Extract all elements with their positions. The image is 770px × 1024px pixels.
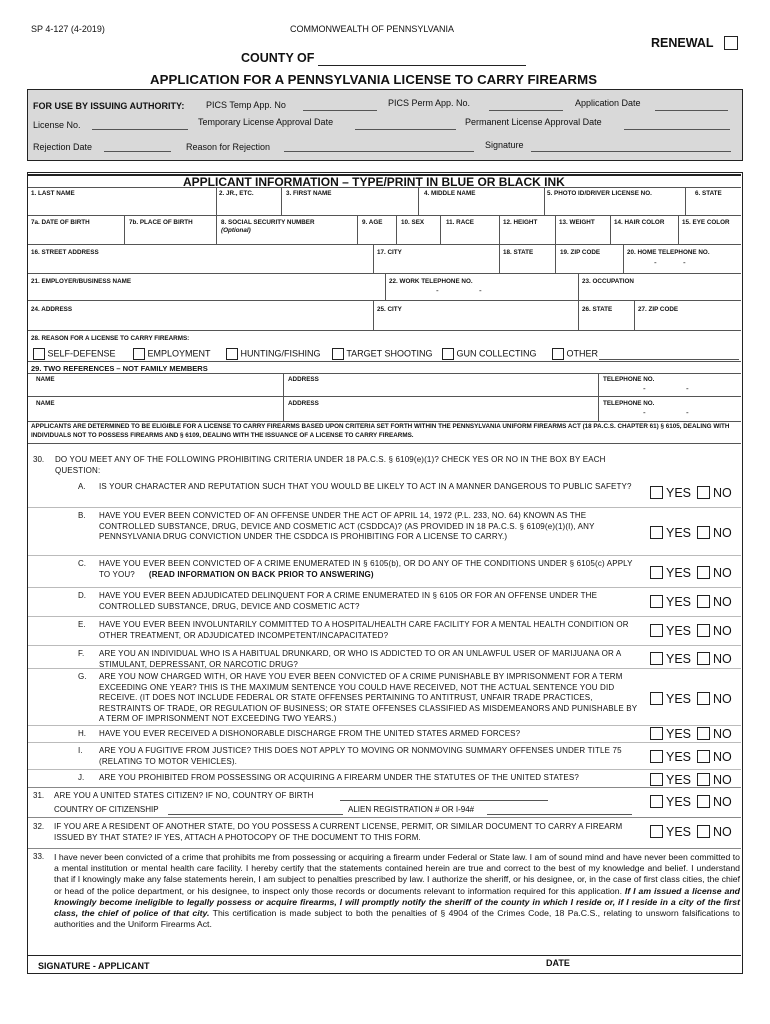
divider [418, 187, 419, 215]
divider [28, 215, 741, 216]
signature-applicant-label: SIGNATURE - APPLICANT [38, 961, 150, 971]
q30-number: 30. [33, 455, 45, 464]
checkbox[interactable] [133, 348, 145, 360]
place-of-birth-label: 7b. PLACE OF BIRTH [129, 219, 193, 226]
divider [28, 668, 741, 669]
q30-item-text [99, 559, 639, 580]
divider [396, 215, 397, 244]
no-checkbox[interactable] [697, 652, 710, 665]
yes-label: YES [666, 726, 692, 741]
divider [685, 187, 686, 215]
divider [28, 955, 741, 956]
city-label-2: 25. CITY [377, 306, 402, 313]
pics-perm-field[interactable] [489, 110, 563, 111]
no-checkbox[interactable] [697, 595, 710, 608]
yes-label: YES [666, 565, 692, 580]
phone-dash: - [643, 408, 646, 417]
divider [28, 373, 741, 374]
age-label: 9. AGE [362, 219, 383, 226]
alien-registration-label: ALIEN REGISTRATION # OR I-94# [348, 805, 475, 814]
work-phone-label: 22. WORK TELEPHONE NO. [389, 278, 473, 285]
state-label-3: 26. STATE [582, 306, 613, 313]
q30-item-answer [650, 485, 738, 500]
no-checkbox[interactable] [697, 692, 710, 705]
form-number: SP 4-127 (4-2019) [31, 24, 105, 34]
eye-color-label: 15. EYE COLOR [682, 219, 730, 226]
country-citizenship-label: COUNTRY OF CITIZENSHIP [54, 805, 159, 814]
perm-approval-label: Permanent License Approval Date [465, 117, 602, 127]
q30-item-answer [650, 691, 738, 706]
middle-name-label: 4. MIDDLE NAME [424, 190, 476, 197]
no-label: NO [713, 726, 732, 741]
yes-checkbox[interactable] [650, 652, 663, 665]
q31-number: 31. [33, 791, 45, 800]
race-label: 11. RACE [446, 219, 474, 226]
q33-text-1: I have never been convicted of a crime that prohibits me from possessing or acquiring a firearm under Federal or State law. I am of sound mind and have never been committed to a mental institution or mental health care facility. I hereby certify that the statements contained herein are true and correct to the best of my knowledge and belief. I understand that if I knowingly make any false statements herein, I am subject to penalties prescribed by law. I authorize the sheriff, or his designee, or, in the case of first class cities, the chief or head of the police department, or his designee, to inspect only those records or documents relevant to information required for this application. [54, 852, 740, 896]
divider [578, 300, 579, 330]
phone-dash: - [643, 384, 646, 393]
yes-label: YES [666, 594, 692, 609]
no-label: NO [713, 485, 732, 500]
license-no-label: License No. [33, 120, 81, 130]
applicant-heading: APPLICANT INFORMATION – TYPE/PRINT IN BLUE OR BLACK INK [183, 175, 565, 189]
for-use-label: FOR USE BY ISSUING AUTHORITY: [33, 101, 185, 111]
reason-collecting[interactable] [442, 348, 537, 360]
yes-label: YES [666, 525, 692, 540]
yes-checkbox[interactable] [650, 566, 663, 579]
rejection-date-label: Rejection Date [33, 142, 93, 152]
divider [598, 373, 599, 421]
height-label: 12. HEIGHT [503, 219, 538, 226]
q30-item-text [99, 746, 639, 767]
page-title: APPLICATION FOR A PENNSYLVANIA LICENSE TO CARRY FIREARMS [150, 72, 598, 87]
renewal-label: RENEWAL [651, 36, 714, 50]
q30-item-answer [650, 594, 738, 609]
no-checkbox[interactable] [697, 486, 710, 499]
q30-item-question: HAVE YOU EVER BEEN CONVICTED OF AN OFFENSE UNDER THE ACT OF APRIL 14, 1972 (P.L. 233, NO. 64) KNOWN AS THE CONTROLLED SUBSTANCE, DRUG, DEVICE AND COSMETIC ACT (CSDDCA)? (AS PROVIDED IN 18 PA.C.S. § 6109(e)(1)(I), ANY PENNSYLVANIA DRUG CONVICTION UNDER THE CSDDCA IS PROHIBITING FOR A LICENSE TO CARRY.) [99, 511, 595, 541]
zip-label-2: 27. ZIP CODE [638, 306, 679, 313]
no-label: NO [713, 824, 732, 839]
divider [28, 244, 741, 245]
q30-item-question: HAVE YOU EVER BEEN CONVICTED OF A CRIME ENUMERATED IN § 6105(b), OR DO ANY OF THE CONDITIONS UNDER § 6105(c) APPLY TO YOU? [99, 559, 633, 579]
divider [28, 421, 741, 422]
q30-item-question: HAVE YOU EVER BEEN INVOLUNTARILY COMMITTED TO A HOSPITAL/HEALTH CARE FACILITY FOR A MENTAL HEALTH CONDITION OR OTHER TREATMENT, OR ADJUDICATED INCOMPETENT/INCAPACITATED? [99, 620, 629, 640]
q30-item-letter: F. [78, 649, 85, 658]
q30-item-answer [650, 772, 738, 787]
divider [623, 244, 624, 273]
q30-item-text [99, 591, 639, 612]
q30-item-question: ARE YOU AN INDIVIDUAL WHO IS A HABITUAL DRUNKARD, OR WHO IS ADDICTED TO OR AN UNLAWFUL USER OF MARIJUANA OR A STIMULANT, DEPRESSANT, OR NARCOTIC DRUG? [99, 649, 621, 669]
no-checkbox[interactable] [697, 773, 710, 786]
divider [28, 330, 741, 331]
no-checkbox[interactable] [697, 750, 710, 763]
divider [28, 848, 741, 849]
q32-answer [650, 824, 738, 839]
reason-label: HUNTING/FISHING [240, 348, 321, 359]
reason-label: SELF-DEFENSE [47, 348, 116, 359]
street-address-label: 16. STREET ADDRESS [31, 249, 99, 256]
q30-item-answer [650, 726, 738, 741]
yes-label: YES [666, 772, 692, 787]
reason-label: OTHER [566, 348, 599, 359]
home-phone-label: 20. HOME TELEPHONE NO. [627, 249, 710, 256]
q30-item-text [99, 672, 639, 725]
reason-target[interactable] [332, 348, 433, 360]
q30-item-letter: A. [78, 482, 86, 491]
q33-bold-text: If I am issued a license and knowingly become ineligible to legally possess or acquire firearms, I will promptly notify the sheriff of the county in which I reside or, if I reside in a city of the first class, the chief of police of that city. [54, 885, 740, 919]
reason-self-defense[interactable] [33, 348, 116, 360]
reason-hunting[interactable] [226, 348, 321, 360]
ssn-label: 8. SOCIAL SECURITY NUMBER [221, 219, 315, 226]
q30-item-text [99, 620, 639, 641]
renewal-checkbox[interactable] [724, 36, 738, 50]
divider [28, 787, 741, 788]
divider [28, 507, 741, 508]
signature-label: Signature [485, 140, 524, 150]
phone-dash: - [683, 258, 686, 267]
phone-dash: - [479, 286, 482, 295]
county-label: COUNTY OF [241, 51, 315, 65]
reason-heading: 28. REASON FOR A LICENSE TO CARRY FIREARMS: [31, 335, 190, 342]
phone-dash: - [654, 258, 657, 267]
country-citizenship-field[interactable] [168, 814, 343, 815]
q30-item-question: ARE YOU NOW CHARGED WITH, OR HAVE YOU EVER BEEN CONVICTED OF A CRIME PUNISHABLE BY IMPRISONMENT FOR A TERM EXCEEDING ONE YEAR? THIS IS THE MAXIMUM SENTENCE YOU COULD HAVE RECEIVED, NOT THE ACTUAL SENTENCE YOU DID RECEIVE. (IT DOES NOT INCLUDE FEDERAL OR STATE OFFENSES PERTAINING TO ANTITRUST, UNFAIR TRADE PRACTICES, RESTRAINTS OF TRADE, OR REGULATION OF BUSINESS; OR STATE OFFENSES CLASSIFIED AS MISDEMEANORS AND PUNISHABLE BY A TERM OF IMPRISONMENT NOT EXCEEDING TWO YEARS.) [99, 672, 638, 723]
ref2-phone-label: TELEPHONE NO. [603, 400, 655, 407]
yes-checkbox[interactable] [650, 773, 663, 786]
divider [28, 396, 741, 397]
q30-item-answer [650, 565, 738, 580]
yes-label: YES [666, 749, 692, 764]
no-label: NO [713, 565, 732, 580]
ref1-address-label: ADDRESS [288, 376, 319, 383]
divider [578, 273, 579, 300]
reason-employment[interactable] [133, 348, 211, 360]
pics-perm-label: PICS Perm App. No. [388, 98, 471, 108]
divider [28, 817, 741, 818]
q30-item-question: HAVE YOU EVER RECEIVED A DISHONORABLE DISCHARGE FROM THE UNITED STATES ARMED FORCES? [99, 729, 521, 738]
q30-item-answer [650, 623, 738, 638]
reason-rejection-field[interactable] [284, 151, 474, 152]
dob-label: 7a. DATE OF BIRTH [31, 219, 90, 226]
yes-checkbox[interactable] [650, 624, 663, 637]
q30-item-text [99, 649, 639, 670]
divider [357, 215, 358, 244]
state-label-2: 18. STATE [503, 249, 534, 256]
first-name-label: 3. FIRST NAME [286, 190, 332, 197]
q30-item-text [99, 773, 639, 784]
phone-dash: - [686, 384, 689, 393]
divider [373, 300, 374, 330]
yes-checkbox[interactable] [650, 595, 663, 608]
divider [544, 187, 545, 215]
reason-rejection-label: Reason for Rejection [186, 142, 271, 152]
q30-item-letter: J. [78, 773, 85, 782]
q30-item-letter: I. [78, 746, 83, 755]
divider [28, 555, 741, 556]
yes-checkbox[interactable] [650, 727, 663, 740]
no-checkbox[interactable] [697, 624, 710, 637]
checkbox[interactable] [226, 348, 238, 360]
divider [634, 300, 635, 330]
divider [28, 725, 741, 726]
q30-item-letter: E. [78, 620, 86, 629]
last-name-label: 1. LAST NAME [31, 190, 75, 197]
divider [499, 215, 500, 244]
no-label: NO [713, 772, 732, 787]
divider [555, 244, 556, 273]
q30-item-text [99, 511, 639, 543]
yes-label: YES [666, 485, 692, 500]
sex-label: 10. SEX [401, 219, 425, 226]
q33-number: 33. [33, 852, 45, 861]
divider [555, 215, 556, 244]
jr-label: 2. JR., ETC. [219, 190, 254, 197]
country-of-birth-field[interactable] [340, 800, 548, 801]
ref1-name-label: NAME [36, 376, 55, 383]
checkbox[interactable] [442, 348, 454, 360]
reason-label: TARGET SHOOTING [346, 348, 433, 359]
no-label: NO [713, 594, 732, 609]
pics-temp-field[interactable] [303, 110, 377, 111]
divider [28, 361, 741, 362]
phone-dash: - [686, 408, 689, 417]
pics-temp-label: PICS Temp App. No [206, 100, 286, 110]
perm-approval-field[interactable] [624, 129, 730, 130]
no-checkbox[interactable] [697, 825, 710, 838]
yes-label: YES [666, 794, 692, 809]
divider [440, 215, 441, 244]
divider [385, 273, 386, 300]
ref1-phone-label: TELEPHONE NO. [603, 376, 655, 383]
divider [373, 244, 374, 273]
checkbox[interactable] [332, 348, 344, 360]
no-label: NO [713, 651, 732, 666]
yes-label: YES [666, 824, 692, 839]
divider [124, 215, 125, 244]
yes-checkbox[interactable] [650, 692, 663, 705]
reason-label: EMPLOYMENT [147, 348, 211, 359]
no-checkbox[interactable] [697, 727, 710, 740]
occupation-label: 23. OCCUPATION [582, 278, 634, 285]
no-label: NO [713, 525, 732, 540]
q32-number: 32. [33, 822, 45, 831]
no-checkbox[interactable] [697, 526, 710, 539]
no-checkbox[interactable] [697, 795, 710, 808]
no-label: NO [713, 749, 732, 764]
yes-checkbox[interactable] [650, 795, 663, 808]
no-label: NO [713, 623, 732, 638]
other-field[interactable] [599, 359, 739, 360]
q30-item-answer [650, 651, 738, 666]
references-heading: 29. TWO REFERENCES – NOT FAMILY MEMBERS [31, 364, 208, 373]
reason-other[interactable] [552, 348, 598, 360]
divider [28, 645, 741, 646]
q30-item-letter: C. [78, 559, 86, 568]
divider [610, 215, 611, 244]
photo-id-label: 5. PHOTO ID/DRIVER LICENSE NO. [547, 190, 652, 197]
divider [216, 187, 217, 215]
date-label: DATE [546, 958, 570, 968]
state-label: 6. STATE [695, 190, 722, 197]
q30-item-answer [650, 749, 738, 764]
q30-item-question: ARE YOU PROHIBITED FROM POSSESSING OR ACQUIRING A FIREARM UNDER THE STATUTES OF THE UNITED STATES? [99, 773, 579, 782]
rejection-date-field[interactable] [104, 151, 171, 152]
phone-dash: - [436, 286, 439, 295]
license-no-field[interactable] [92, 129, 188, 130]
divider [28, 443, 741, 444]
checkbox[interactable] [552, 348, 564, 360]
q30-item-question: HAVE YOU EVER BEEN ADJUDICATED DELINQUENT FOR A CRIME ENUMERATED IN § 6105 OR FOR AN OFFENSE UNDER THE CONTROLLED SUBSTANCE, DRUG, DEVICE AND COSMETIC ACT? [99, 591, 598, 611]
reason-label: GUN COLLECTING [456, 348, 537, 359]
no-label: NO [713, 794, 732, 809]
q30-item-question: ARE YOU A FUGITIVE FROM JUSTICE? THIS DOES NOT APPLY TO MOVING OR NONMOVING SUMMARY OFFENSES UNDER TITLE 75 (RELATING TO MOTOR VEHICLES). [99, 746, 622, 766]
divider [678, 215, 679, 244]
hair-color-label: 14. HAIR COLOR [614, 219, 665, 226]
q30-item-letter: D. [78, 591, 86, 600]
no-checkbox[interactable] [697, 566, 710, 579]
checkbox[interactable] [33, 348, 45, 360]
temp-approval-field[interactable] [355, 129, 456, 130]
q30-item-letter: H. [78, 729, 86, 738]
divider [499, 244, 500, 273]
application-date-label: Application Date [575, 98, 641, 108]
q30-item-bold-note: (READ INFORMATION ON BACK PRIOR TO ANSWERING) [148, 569, 374, 579]
application-date-field[interactable] [655, 110, 728, 111]
signature-field[interactable] [531, 151, 731, 152]
q31-text: ARE YOU A UNITED STATES CITIZEN? IF NO, COUNTRY OF BIRTH [54, 791, 314, 800]
yes-checkbox[interactable] [650, 526, 663, 539]
q30-item-letter: B. [78, 511, 86, 520]
q30-item-text [99, 482, 639, 493]
ref2-name-label: NAME [36, 400, 55, 407]
ref2-address-label: ADDRESS [288, 400, 319, 407]
yes-checkbox[interactable] [650, 825, 663, 838]
temp-approval-label: Temporary License Approval Date [198, 117, 334, 127]
yes-label: YES [666, 623, 692, 638]
q32-text: IF YOU ARE A RESIDENT OF ANOTHER STATE, DO YOU POSSESS A CURRENT LICENSE, PERMIT, OR SIMILAR DOCUMENT TO CARRY A FIREARM ISSUED BY THAT STATE? IF YES, ATTACH A PHOTOCOPY OF THE DOCUMENT TO THIS FORM. [54, 822, 623, 842]
divider [28, 616, 741, 617]
q30-item-letter: G. [78, 672, 87, 681]
commonwealth-label: COMMONWEALTH OF PENNSYLVANIA [290, 24, 455, 34]
divider [28, 742, 741, 743]
yes-label: YES [666, 691, 692, 706]
divider [283, 373, 284, 421]
divider [28, 769, 741, 770]
q33-certification [54, 852, 740, 930]
q30-item-answer [650, 525, 738, 540]
city-label: 17. CITY [377, 249, 402, 256]
q30-item-question: IS YOUR CHARACTER AND REPUTATION SUCH THAT YOU WOULD BE LIKELY TO ACT IN A MANNER DANGEROUS TO PUBLIC SAFETY? [99, 482, 632, 491]
q30-text: DO YOU MEET ANY OF THE FOLLOWING PROHIBITING CRITERIA UNDER 18 PA.C.S. § 6109(e)(1)? CHECK YES OR NO IN THE BOX BY EACH QUESTION: [55, 455, 606, 475]
eligibility-notice: APPLICANTS ARE DETERMINED TO BE ELIGIBLE FOR A LICENSE TO CARRY FIREARMS BASED UPON CRITERIA SET FORTH WITHIN THE PENNSYLVANIA UNIFORM FIREARMS ACT (18 PA.C.S. CHAPTER 61) § 6105, DEALING WITH INDIVIDUALS NOT TO POSSESS FIREARMS AND § 6109, DEALING WITH THE ISSUANCE OF A LICENSE TO CARRY FIREARMS. [31, 423, 730, 439]
employer-label: 21. EMPLOYER/BUSINESS NAME [31, 278, 132, 285]
address-label: 24. ADDRESS [31, 306, 73, 313]
yes-checkbox[interactable] [650, 750, 663, 763]
no-label: NO [713, 691, 732, 706]
q30-item-text [99, 729, 639, 740]
divider [28, 187, 741, 188]
county-line[interactable] [318, 65, 526, 66]
divider [281, 187, 282, 215]
yes-label: YES [666, 651, 692, 666]
divider [216, 215, 217, 244]
ssn-optional-label: (Optional) [221, 227, 251, 234]
yes-checkbox[interactable] [650, 486, 663, 499]
weight-label: 13. WEIGHT [559, 219, 595, 226]
q31-answer [650, 794, 738, 809]
divider [28, 587, 741, 588]
alien-registration-field[interactable] [487, 814, 632, 815]
zip-label: 19. ZIP CODE [560, 249, 601, 256]
q33-text-2: This certification is made subject to both the penalties of § 4904 of the Crimes Code, 18 Pa.C.S., relating to unsworn falsifications to authorities and the Uniform Firearms Act. [54, 908, 740, 930]
